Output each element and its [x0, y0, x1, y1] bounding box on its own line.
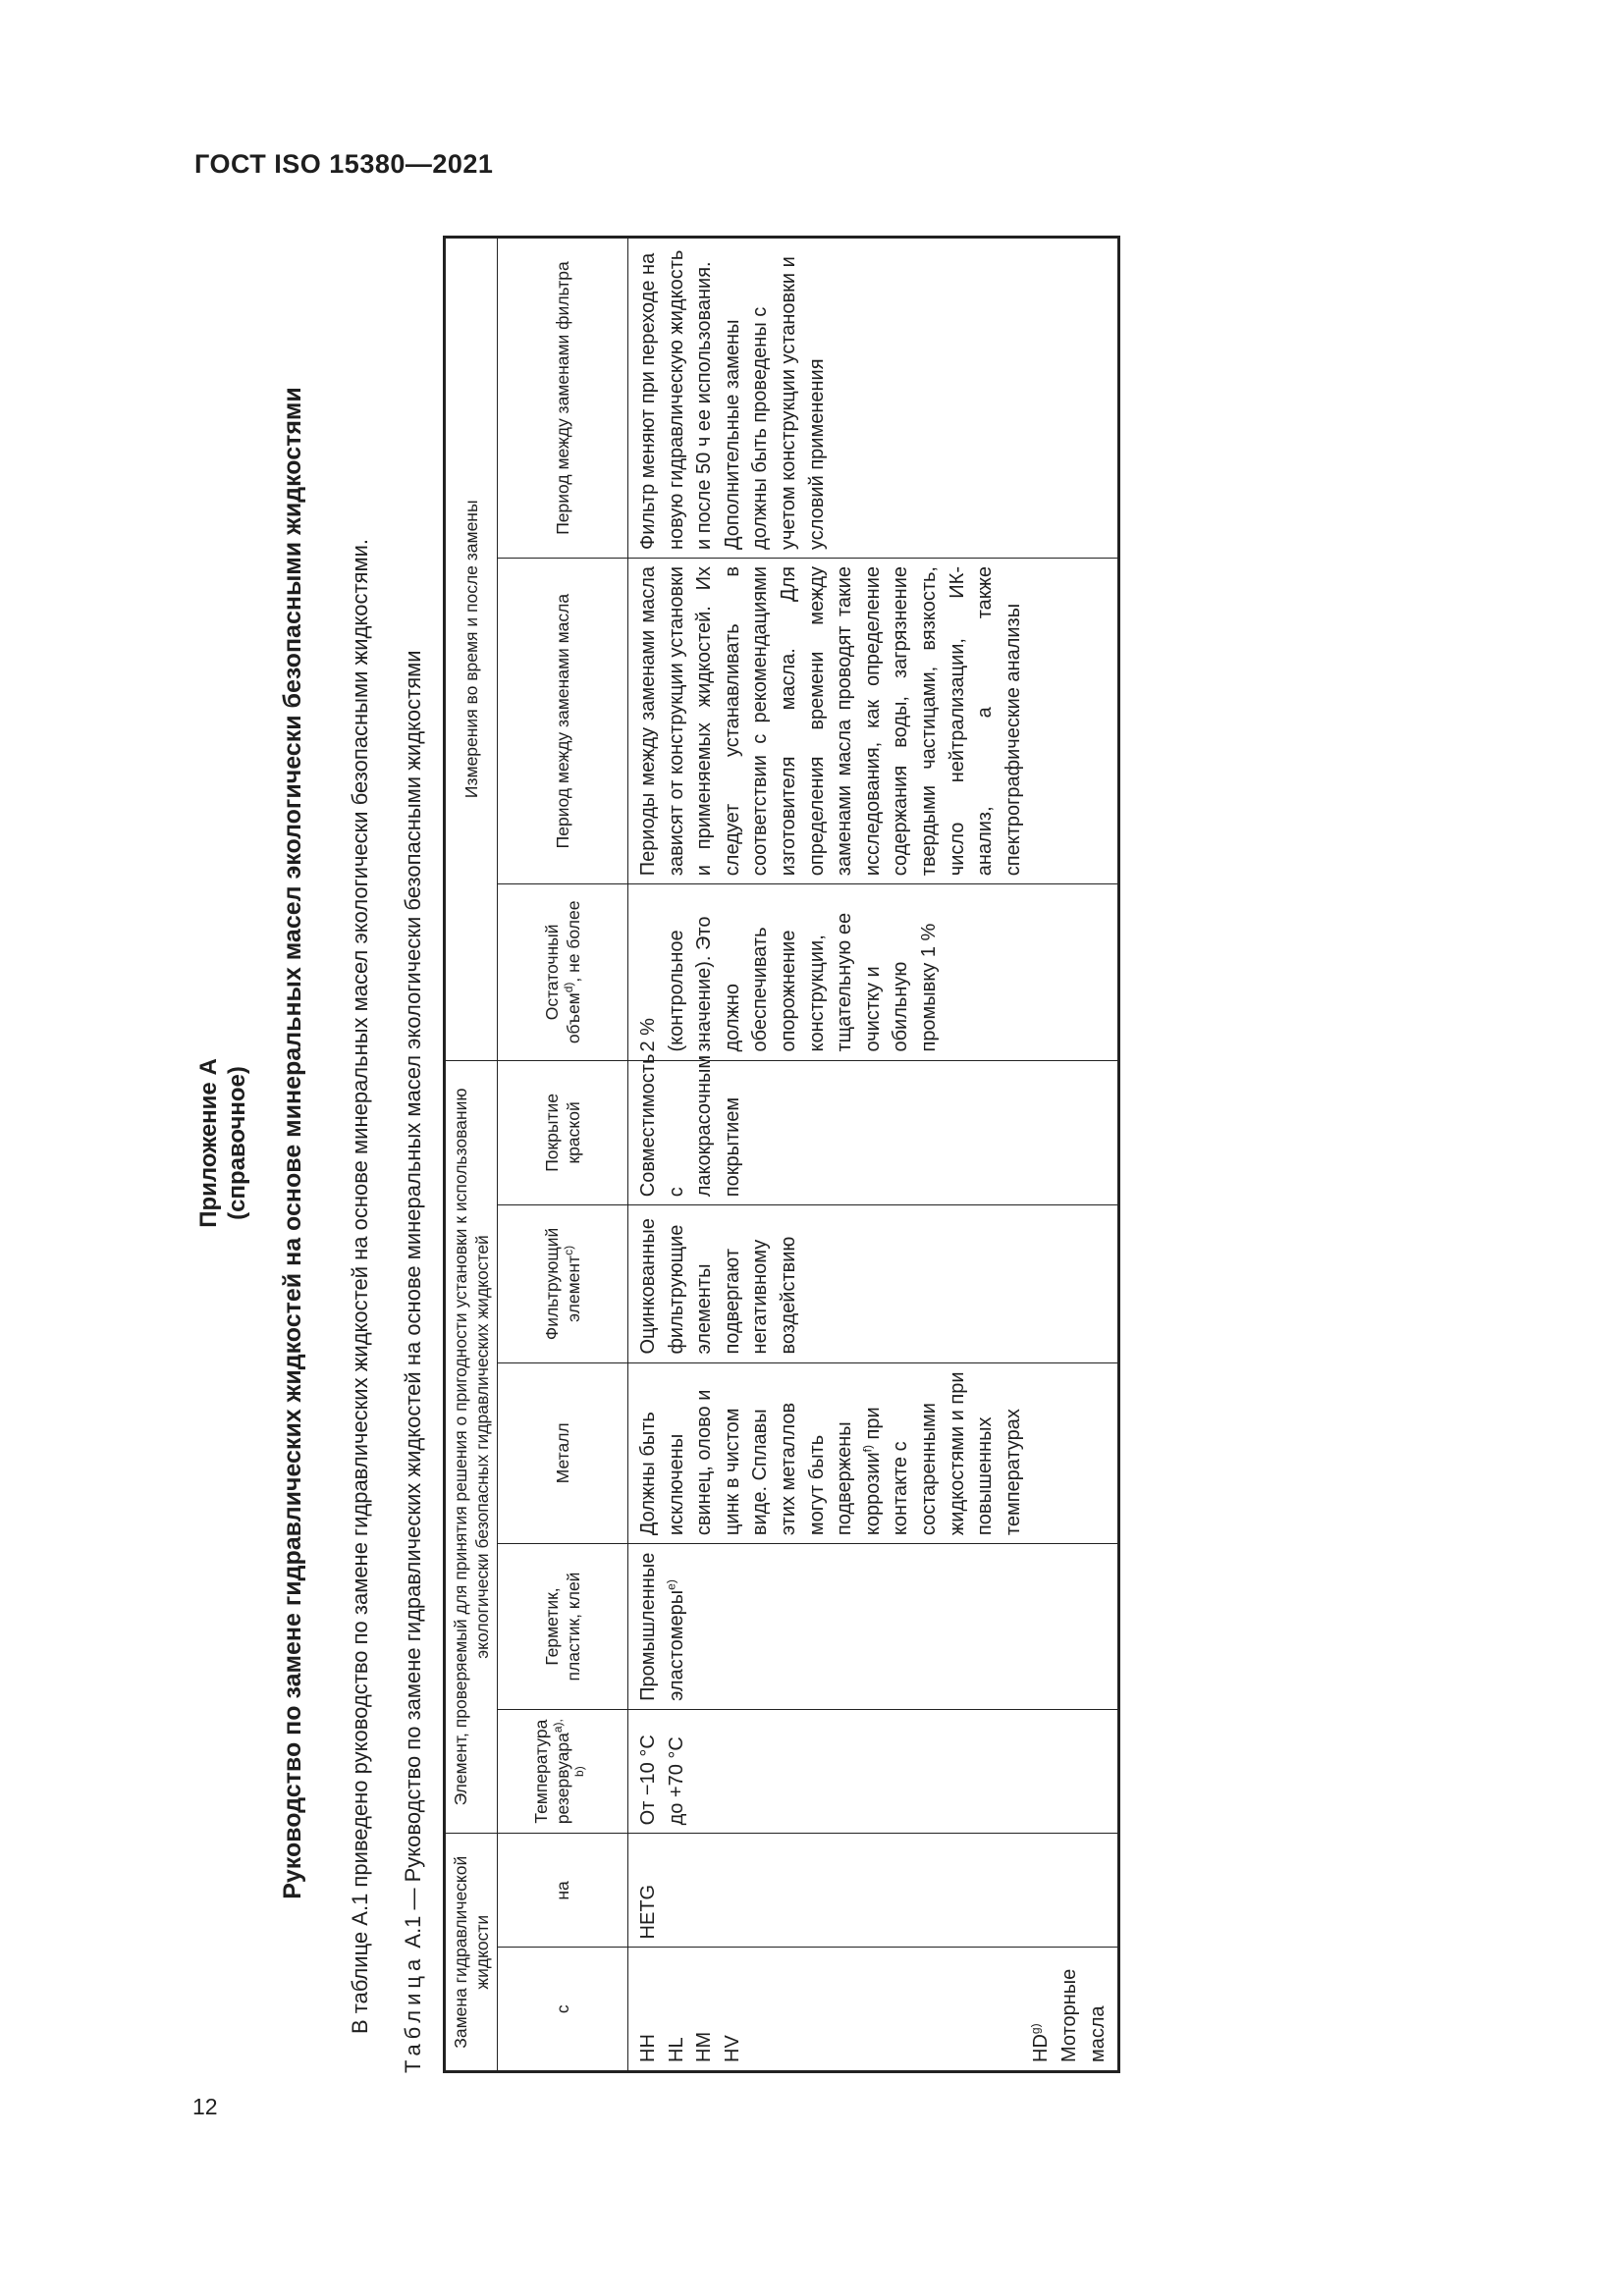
footnote-ref-ab: a), b): [551, 1719, 587, 1777]
appendix-title-line1: Приложение А: [195, 1058, 222, 1228]
footnote-ref-f: f): [860, 1445, 875, 1453]
group-header-measurements: Измерения во время и после замены: [445, 238, 498, 1061]
table-caption: [401, 650, 426, 2073]
cell-temperature: [628, 1709, 1119, 1834]
footnote-ref-c: c): [562, 1245, 576, 1255]
table-group-header-row: [445, 238, 498, 2072]
rotated-page-content: [192, 213, 1253, 2073]
col-header-residual-text: Остаточный объем: [542, 924, 583, 1044]
footnote-ref-e: e): [663, 1579, 677, 1590]
fluid-hv: HV: [721, 2035, 743, 2062]
cell-from: [628, 1948, 1119, 2072]
fluid-hd: [1027, 1955, 1056, 2062]
col-header-paint: Покрытие краской: [498, 1060, 628, 1205]
temperature-from: От −10 °C: [637, 1735, 659, 1826]
col-header-metal: Металл: [498, 1362, 628, 1544]
col-header-temperature: [498, 1709, 628, 1834]
fluid-hm: HM: [693, 2031, 716, 2062]
intro-paragraph: В таблице А.1 приведено руководство по замене гидравлических жидкостей на основе минеральных масел экологически безопасными жидкостями.: [348, 539, 372, 2034]
col-header-oil-period: Период между заменами масла: [498, 559, 628, 884]
col-header-filter-element-text: Фильтрующий элемент: [542, 1227, 583, 1341]
col-header-residual: [498, 884, 628, 1060]
cell-to: HETG: [628, 1834, 1119, 1948]
col-header-from: с: [498, 1948, 628, 2072]
sealant-text: Промышленные эластомеры: [637, 1552, 687, 1701]
footnote-ref-g: g): [1028, 2023, 1043, 2035]
cell-filter-element: Оцинкованные фильтрующие элементы подвергают негативному воздействию: [628, 1205, 1119, 1362]
col-header-filter-element: [498, 1205, 628, 1362]
fluid-hl: HL: [665, 2037, 687, 2062]
cell-sealant: [628, 1544, 1119, 1710]
col-header-temperature-text: Температура резервуара: [531, 1719, 572, 1825]
document-header: ГОСТ ISO 15380—2021: [194, 149, 494, 179]
fluid-engine-oils: Моторные масла: [1057, 1968, 1109, 2062]
col-header-residual-tail: , не более: [564, 900, 583, 983]
table-row: [628, 238, 1119, 2072]
group-header-elements: Элемент, проверяемый для принятия решения о пригодности установки к использованию экологически безопасных гидравлических жидкостей: [445, 1060, 498, 1834]
fluid-hh: HH: [637, 2034, 659, 2062]
table-caption-text: А.1 — Руководство по замене гидравлических жидкостей на основе минеральных масел экологически безопасными жидкостями: [401, 650, 425, 1949]
footnote-ref-d: d): [562, 982, 576, 993]
table-column-header-row: [498, 238, 628, 2072]
cell-filter-period: Фильтр меняют при переходе на новую гидравлическую жидкость и после 50 ч ее использования. Дополнительные замены должны быть проведены с учетом конструкции установки и условий применения: [628, 238, 1119, 559]
cell-spacer: [746, 1955, 1027, 2062]
cell-residual: 2 % (контрольное значение). Это должно обеспечивать опорожнение конструкции, тщательную ее очистку и обильную промывку 1 %: [628, 884, 1119, 1060]
col-header-filter-period: Период между заменами фильтра: [498, 238, 628, 559]
col-header-sealant: Герметик, пластик, клей: [498, 1544, 628, 1710]
group-header-replacement: Замена гидравлической жидкости: [445, 1834, 498, 2072]
replacement-guide-table: [443, 236, 1120, 2073]
metal-text-part1: Должны быть исключены свинец, олово и цинк в чистом виде. Сплавы этих металлов могут быть подвержены коррозии: [637, 1389, 884, 1536]
temperature-to: до +70 °C: [665, 1736, 687, 1826]
metal-text-part2: при контакте с состаренными жидкостями и при повышенных температурах: [861, 1371, 1024, 1536]
col-header-to: на: [498, 1834, 628, 1948]
appendix-title-line2: (справочное): [224, 1066, 250, 1220]
fluid-hd-text: HD: [1030, 2034, 1053, 2062]
page-number: 12: [192, 2094, 218, 2119]
table-caption-label: Таблица: [401, 1953, 425, 2073]
cell-oil-period: Периоды между заменами масла зависят от конструкции установки и применяемых жидкостей. Их следует устанавливать в соответствии с рекомендациями изготовителя масла. Для определения времени между заменами масла проводят такие исследования, как определение содержания воды, загрязнение твердыми частицами, вязкость, число нейтрализации, ИК-анализ, а также спектрографические анализы: [628, 559, 1119, 884]
cell-metal: [628, 1362, 1119, 1544]
section-title: Руководство по замене гидравлических жидкостей на основе минеральных масел экологически безопасными жидкостями: [279, 387, 306, 1899]
appendix-title: [194, 213, 251, 2073]
cell-paint: Совместимость с лакокрасочным покрытием: [628, 1060, 1119, 1205]
